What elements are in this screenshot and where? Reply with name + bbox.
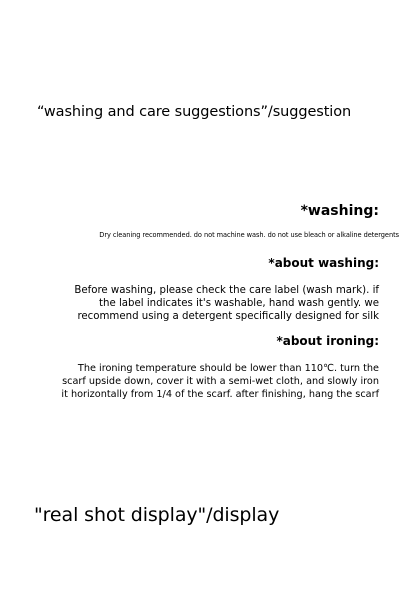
about-washing-heading: *about washing: — [268, 256, 379, 270]
about-washing-line: the label indicates it's washable, hand wash gently. we — [99, 298, 379, 309]
real-shot-display-title: "real shot display"/display — [34, 504, 280, 526]
about-washing-line: recommend using a detergent specifically designed for silk — [77, 311, 379, 322]
about-ironing-line: it horizontally from 1/4 of the scarf. after finishing, hang the scarf — [61, 389, 379, 400]
about-ironing-line: The ironing temperature should be lower than 110℃. turn the — [77, 363, 379, 374]
about-ironing-heading: *about ironing: — [276, 334, 379, 348]
about-ironing-paragraph — [61, 362, 379, 401]
about-washing-paragraph — [74, 284, 379, 323]
care-suggestions-title: “washing and care suggestions”/suggestion — [37, 104, 352, 120]
washing-heading: *washing: — [300, 203, 379, 219]
about-washing-line: Before washing, please check the care label (wash mark). if — [74, 285, 379, 296]
washing-note: Dry cleaning recommended. do not machine wash. do not use bleach or alkaline detergents — [99, 231, 399, 239]
about-ironing-line: scarf upside down, cover it with a semi-wet cloth, and slowly iron — [62, 376, 379, 387]
